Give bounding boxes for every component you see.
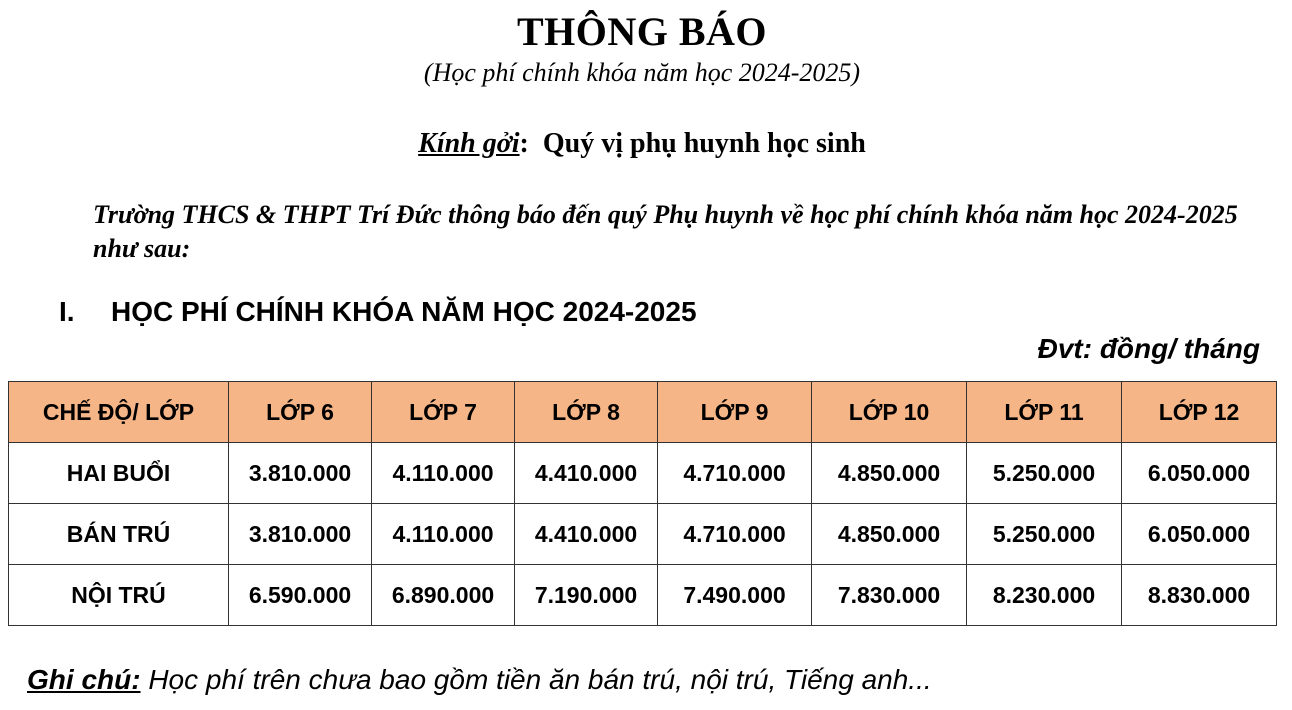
salutation-separator: : [519, 128, 529, 159]
salutation-label: Kính gởi [418, 128, 520, 159]
table-cell: 8.830.000 [1122, 565, 1277, 626]
table-cell: 6.050.000 [1122, 504, 1277, 565]
table-cell: 4.850.000 [812, 504, 967, 565]
table-cell: 4.110.000 [372, 443, 515, 504]
column-header-grade-10: LỚP 10 [812, 382, 967, 443]
section-title: HỌC PHÍ CHÍNH KHÓA NĂM HỌC 2024-2025 [111, 296, 697, 327]
column-header-grade-7: LỚP 7 [372, 382, 515, 443]
row-label: NỘI TRÚ [9, 565, 229, 626]
section-heading [59, 296, 697, 328]
table-cell: 6.050.000 [1122, 443, 1277, 504]
salutation [0, 128, 1284, 160]
column-header-grade-8: LỚP 8 [515, 382, 658, 443]
table-cell: 4.410.000 [515, 504, 658, 565]
table-cell: 4.410.000 [515, 443, 658, 504]
table-cell: 5.250.000 [967, 443, 1122, 504]
intro-paragraph: Trường THCS & THPT Trí Đức thông báo đến quý Phụ huynh về học phí chính khóa năm học 2024-2025 như sau: [93, 200, 1238, 263]
table-cell: 6.890.000 [372, 565, 515, 626]
table-cell: 4.710.000 [658, 504, 812, 565]
table-cell: 5.250.000 [967, 504, 1122, 565]
table-cell: 8.230.000 [967, 565, 1122, 626]
page-title: THÔNG BÁO [516, 9, 768, 54]
table-cell: 7.830.000 [812, 565, 967, 626]
table-header-row [9, 382, 1277, 443]
table-cell: 3.810.000 [229, 443, 372, 504]
table-row [9, 504, 1277, 565]
fee-table [8, 381, 1277, 626]
table-row [9, 443, 1277, 504]
column-header-grade-11: LỚP 11 [967, 382, 1122, 443]
section-number: I. [59, 296, 75, 327]
row-label: BÁN TRÚ [9, 504, 229, 565]
page-subtitle: (Học phí chính khóa năm học 2024-2025) [423, 58, 861, 87]
footnote-text: Học phí trên chưa bao gồm tiền ăn bán trú, nội trú, Tiếng anh... [148, 664, 932, 695]
table-cell: 7.190.000 [515, 565, 658, 626]
footnote-label: Ghi chú: [27, 664, 141, 695]
table-cell: 4.110.000 [372, 504, 515, 565]
column-header-mode: CHẾ ĐỘ/ LỚP [9, 382, 229, 443]
table-cell: 4.710.000 [658, 443, 812, 504]
table-cell: 4.850.000 [812, 443, 967, 504]
table-cell: 6.590.000 [229, 565, 372, 626]
table-cell: 7.490.000 [658, 565, 812, 626]
table-cell: 3.810.000 [229, 504, 372, 565]
column-header-grade-12: LỚP 12 [1122, 382, 1277, 443]
column-header-grade-9: LỚP 9 [658, 382, 812, 443]
footnote [27, 664, 932, 696]
salutation-recipient: Quý vị phụ huynh học sinh [542, 128, 866, 159]
unit-label: Đvt: đồng/ tháng [1037, 333, 1260, 364]
table-row [9, 565, 1277, 626]
column-header-grade-6: LỚP 6 [229, 382, 372, 443]
row-label: HAI BUỔI [9, 443, 229, 504]
